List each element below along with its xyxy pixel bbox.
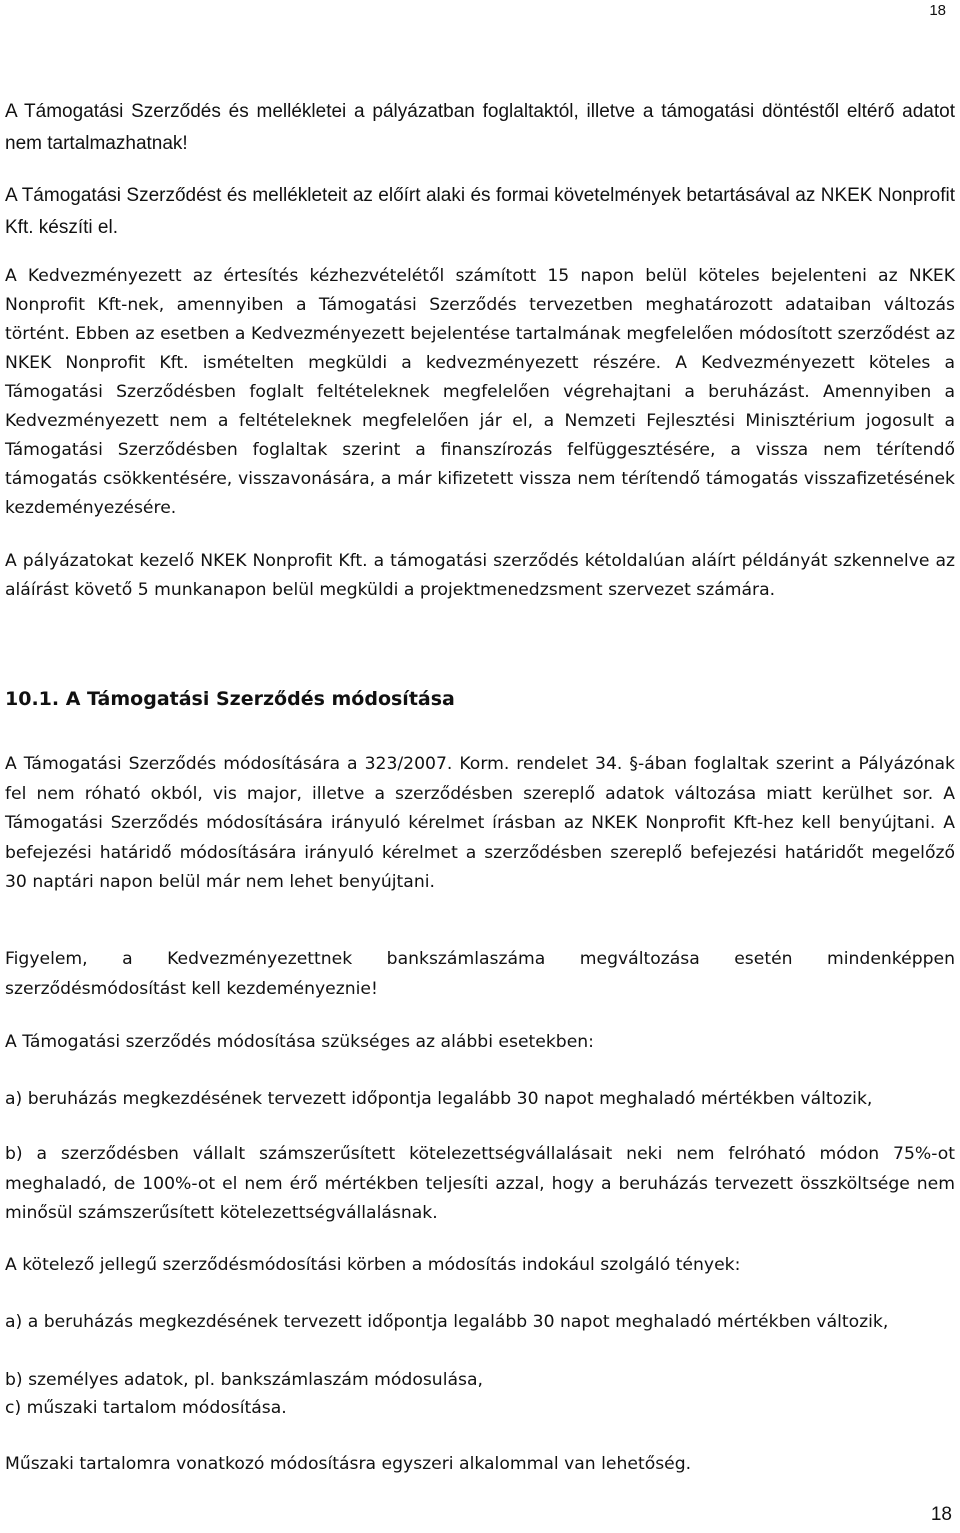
technical-note: Műszaki tartalomra vonatkozó módosításra egyszeri alkalommal van lehetőség. xyxy=(5,1454,692,1474)
warning-paragraph: Figyelem, a Kedvezményezettnek bankszámlaszáma megváltozása esetén mindenképpen szerződésmódosítást kell kezdeményeznie! xyxy=(5,949,955,999)
page-number-bottom: 18 xyxy=(930,1504,952,1525)
mandatory-case-b: b) személyes adatok, pl. bankszámlaszám módosulása, xyxy=(5,1370,483,1390)
section-heading: 10.1. A Támogatási Szerződés módosítása xyxy=(5,688,455,710)
mandatory-intro: A kötelező jellegű szerződésmódosítási körben a módosítás indokául szolgáló tények: xyxy=(5,1255,741,1275)
mandatory-case-c: c) műszaki tartalom módosítása. xyxy=(5,1398,287,1418)
needed-case-a: a) beruházás megkezdésének tervezett időpontja legalább 30 napot meghaladó mértékben változik, xyxy=(5,1089,873,1109)
mandatory-case-a: a) a beruházás megkezdésének tervezett időpontja legalább 30 napot meghaladó mértékben változik, xyxy=(5,1312,889,1332)
submission-paragraph: A pályázatokat kezelő NKEK Nonprofit Kft. a támogatási szerződés kétoldalúan aláírt példányát szkennelve az aláírást követő 5 munkanapon belül megküldi a projektmenedzsment szervezet számára. xyxy=(5,551,955,600)
page-number-top: 18 xyxy=(929,2,946,19)
needed-case-b: b) a szerződésben vállalt számszerűsített kötelezettségvállalásait neki nem felróható módon 75%-ot meghaladó, de 100%-ot el nem érő mértékben teljesíti azzal, hogy a beruházás tervezett összköltsége nem minősül számszerűsített kötelezettségvállalásnak. xyxy=(5,1144,955,1224)
intro-paragraph-2: A Támogatási Szerződést és mellékleteit az előírt alaki és formai követelmények betartásával az NKEK Nonprofit Kft. készíti el. xyxy=(5,185,955,238)
intro-paragraph-1: A Támogatási Szerződés és mellékletei a pályázatban foglaltaktól, illetve a támogatási döntéstől eltérő adatot nem tartalmazhatnak! xyxy=(5,101,955,154)
notification-paragraph: A Kedvezményezett az értesítés kézhezvételétől számított 15 napon belül köteles bejelenteni az NKEK Nonprofit Kft-nek, amennyiben a Támogatási Szerződés tervezetben meghatározott adataiban változás történt. Ebben az esetben a Kedvezményezett bejelentése tartalmának megfelelően módosított szerződést az NKEK Nonprofit Kft. ismételten megküldi a kedvezményezett részére. A Kedvezményezett köteles a Támogatási Szerződésben foglalt feltételeknek megfelelően végrehajtani a beruházást. Amennyiben a Kedvezményezett nem a feltételeknek megfelelően jár el, a Nemzeti Fejlesztési Minisztérium jogosult a Támogatási Szerződésben foglaltak szerint a finanszírozás felfüggesztésére, a vissza nem térítendő támogatás csökkentésére, visszavonására, a már kifizetett vissza nem térítendő támogatás visszafizetésének kezdeményezésére. xyxy=(5,266,955,518)
needed-cases-intro: A Támogatási szerződés módosítása szükséges az alábbi esetekben: xyxy=(5,1032,594,1052)
modification-paragraph: A Támogatási Szerződés módosítására a 323/2007. Korm. rendelet 34. §-ában foglaltak szerint a Pályázónak fel nem róható okból, vis major, illetve a szerződésben szereplő adatok változása miatt kerülhet sor. A Támogatási Szerződés módosítására irányuló kérelmet írásban az NKEK Nonprofit Kft-hez kell benyújtani. A befejezési határidő módosítására irányuló kérelmet a szerződésben szereplő befejezési határidőt megelőző 30 naptári napon belül már nem lehet benyújtani. xyxy=(5,754,955,893)
